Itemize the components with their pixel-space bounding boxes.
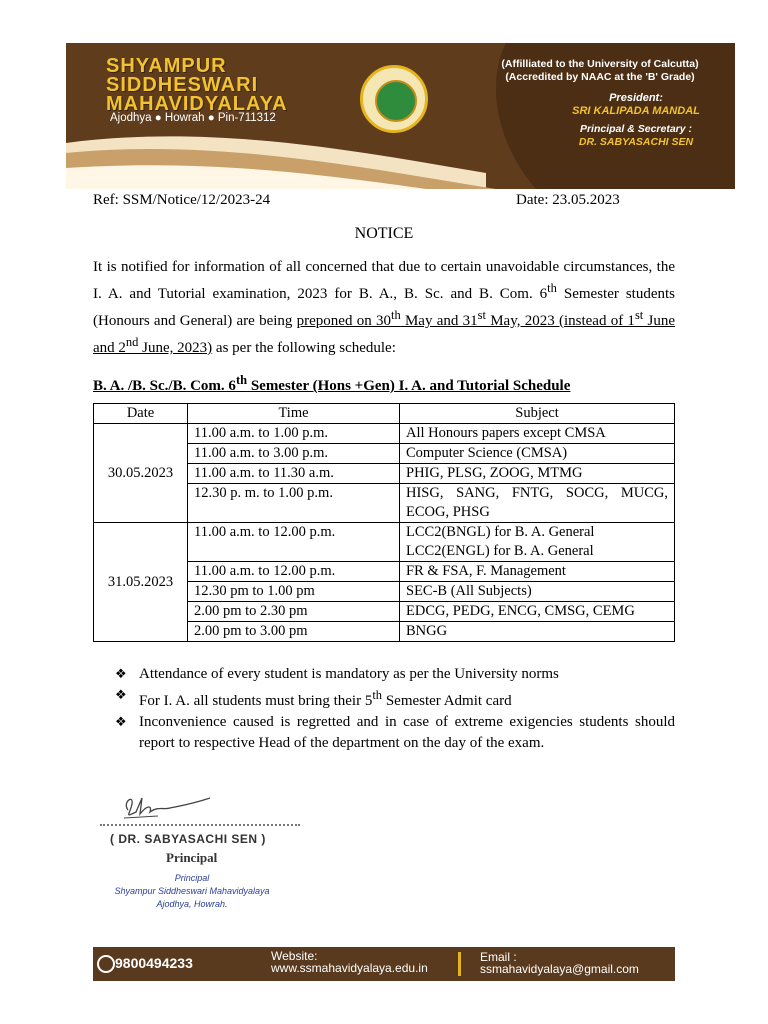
bullet-list <box>115 664 675 754</box>
bullet-text: Attendance of every student is mandatory as per the University norms <box>139 666 559 682</box>
page-title: NOTICE <box>354 225 414 242</box>
notice-date: Date: 23.05.2023 <box>516 192 620 208</box>
time-cell: 2.00 pm to 3.00 pm <box>188 622 400 642</box>
header-date: Date <box>94 404 188 424</box>
diamond-bullet-icon: ❖ <box>115 715 127 730</box>
schedule-table <box>93 403 675 642</box>
schedule-title-sup: th <box>235 373 248 387</box>
subject-line: LCC2(BNGL) for B. A. General <box>406 524 595 540</box>
body-text-8: as per the following schedule: <box>212 340 396 356</box>
college-name-line1: SHYAMPUR <box>106 55 227 77</box>
time-cell: 11.00 a.m. to 1.00 p.m. <box>188 424 400 444</box>
principal-label: Principal & Secretary : <box>579 123 693 135</box>
official-stamp <box>112 872 272 911</box>
footer-divider <box>458 952 461 976</box>
body-text-3: preponed on 30 <box>296 313 391 329</box>
signatory-role: Principal <box>166 850 218 865</box>
diamond-bullet-icon: ❖ <box>115 688 127 703</box>
subject-line: LCC2(ENGL) for B. A. General <box>406 543 594 559</box>
stamp-line: Principal <box>174 873 210 883</box>
subject-cell: HISG, SANG, FNTG, SOCG, MUCG, ECOG, PHSG <box>400 484 675 523</box>
president-label: President: <box>609 92 663 104</box>
sup-4: st <box>634 308 644 322</box>
college-name <box>106 57 288 114</box>
bullet-text: For I. A. all students must bring their 5 <box>139 693 373 709</box>
college-logo <box>360 65 428 133</box>
time-cell: 11.00 a.m. to 3.00 p.m. <box>188 444 400 464</box>
subject-cell: PHIG, PLSG, ZOOG, MTMG <box>400 464 675 484</box>
email-link[interactable]: ssmahavidyalaya@gmail.com <box>480 962 639 976</box>
body-text-6: June and 2 <box>93 313 676 356</box>
date-cell: 31.05.2023 <box>94 523 188 642</box>
subject-cell: Computer Science (CMSA) <box>400 444 675 464</box>
subject-cell: BNGG <box>400 622 675 642</box>
college-name-line3: MAHAVIDYALAYA <box>106 93 288 115</box>
body-text-2: Semester students (Honours and General) are being <box>93 286 675 329</box>
sup-1: th <box>547 281 557 295</box>
phone-icon <box>97 955 115 973</box>
bullet-text: Inconvenience caused is regretted and in case of extreme exigencies students should report to respective Head of the department on the day of the exam. <box>139 714 675 751</box>
time-cell: 11.00 a.m. to 12.00 p.m. <box>188 523 400 562</box>
body-text-4: May and 31 <box>404 313 478 329</box>
time-cell: 2.00 pm to 2.30 pm <box>188 602 400 622</box>
affiliation-block <box>476 58 724 84</box>
footer-bar <box>93 947 675 981</box>
reference-number: Ref: SSM/Notice/12/2023-24 <box>93 192 271 208</box>
signature-divider <box>100 824 300 826</box>
stamp-line: Shyampur Siddheswari Mahavidyalaya <box>114 886 270 896</box>
accreditation: (Accredited by NAAC at the 'B' Grade) <box>505 71 695 83</box>
sup-2: th <box>390 308 401 322</box>
email-label: Email : <box>480 950 517 964</box>
signatory-name: ( DR. SABYASACHI SEN ) <box>110 832 266 846</box>
bullet-text: Semester Admit card <box>382 693 512 709</box>
time-cell: 12.30 pm to 1.00 pm <box>188 582 400 602</box>
principal-name: DR. SABYASACHI SEN <box>578 136 694 148</box>
schedule-title-b: Semester (Hons +Gen) I. A. and Tutorial Schedule <box>247 378 571 394</box>
header-subject: Subject <box>400 404 675 424</box>
website-link[interactable]: www.ssmahavidyalaya.edu.in <box>271 961 428 975</box>
body-text-1: It is notified for information of all concerned that due to certain unavoidable circumstances, the I. A. and Tutorial examination, 2023 for B. A., B. Sc. and B. Com. 6 <box>93 259 675 302</box>
time-cell: 11.00 a.m. to 12.00 p.m. <box>188 562 400 582</box>
subject-cell: FR & FSA, F. Management <box>400 562 675 582</box>
phone-number: 9800494233 <box>115 955 193 971</box>
website-label: Website: <box>271 949 318 963</box>
list-item <box>115 685 675 712</box>
schedule-title-a: B. A. /B. Sc./B. Com. 6 <box>93 378 236 394</box>
time-cell: 11.00 a.m. to 11.30 a.m. <box>188 464 400 484</box>
list-item <box>115 664 675 685</box>
subject-cell: SEC-B (All Subjects) <box>400 582 675 602</box>
subject-cell: All Honours papers except CMSA <box>400 424 675 444</box>
date-cell: 30.05.2023 <box>94 424 188 523</box>
college-place: Ajodhya ● Howrah ● Pin-711312 <box>110 112 276 124</box>
time-cell: 12.30 p. m. to 1.00 p.m. <box>188 484 400 523</box>
table-row <box>94 424 675 444</box>
schedule-title <box>93 373 570 395</box>
diamond-bullet-icon: ❖ <box>115 667 127 682</box>
notice-body <box>93 257 675 359</box>
bullet-sup: th <box>372 688 383 702</box>
subject-cell <box>400 523 675 562</box>
body-text-5: May, 2023 (instead of 1 <box>485 313 635 329</box>
list-item <box>115 712 675 754</box>
subject-cell: EDCG, PEDG, ENCG, CMSG, CEMG <box>400 602 675 622</box>
table-header-row <box>94 404 675 424</box>
header-banner <box>66 43 735 189</box>
sup-5: nd <box>125 335 139 349</box>
body-text-7: June, 2023) <box>138 340 213 356</box>
stamp-line: Ajodhya, Howrah. <box>156 899 228 909</box>
affiliation: (Affilliated to the University of Calcutta) <box>501 58 699 70</box>
president-name: SRI KALIPADA MANDAL <box>572 105 700 117</box>
college-name-line2: SIDDHESWARI <box>106 74 259 96</box>
table-row <box>94 523 675 562</box>
handwritten-signature <box>118 788 218 824</box>
header-time: Time <box>188 404 400 424</box>
sup-3: st <box>477 308 486 322</box>
